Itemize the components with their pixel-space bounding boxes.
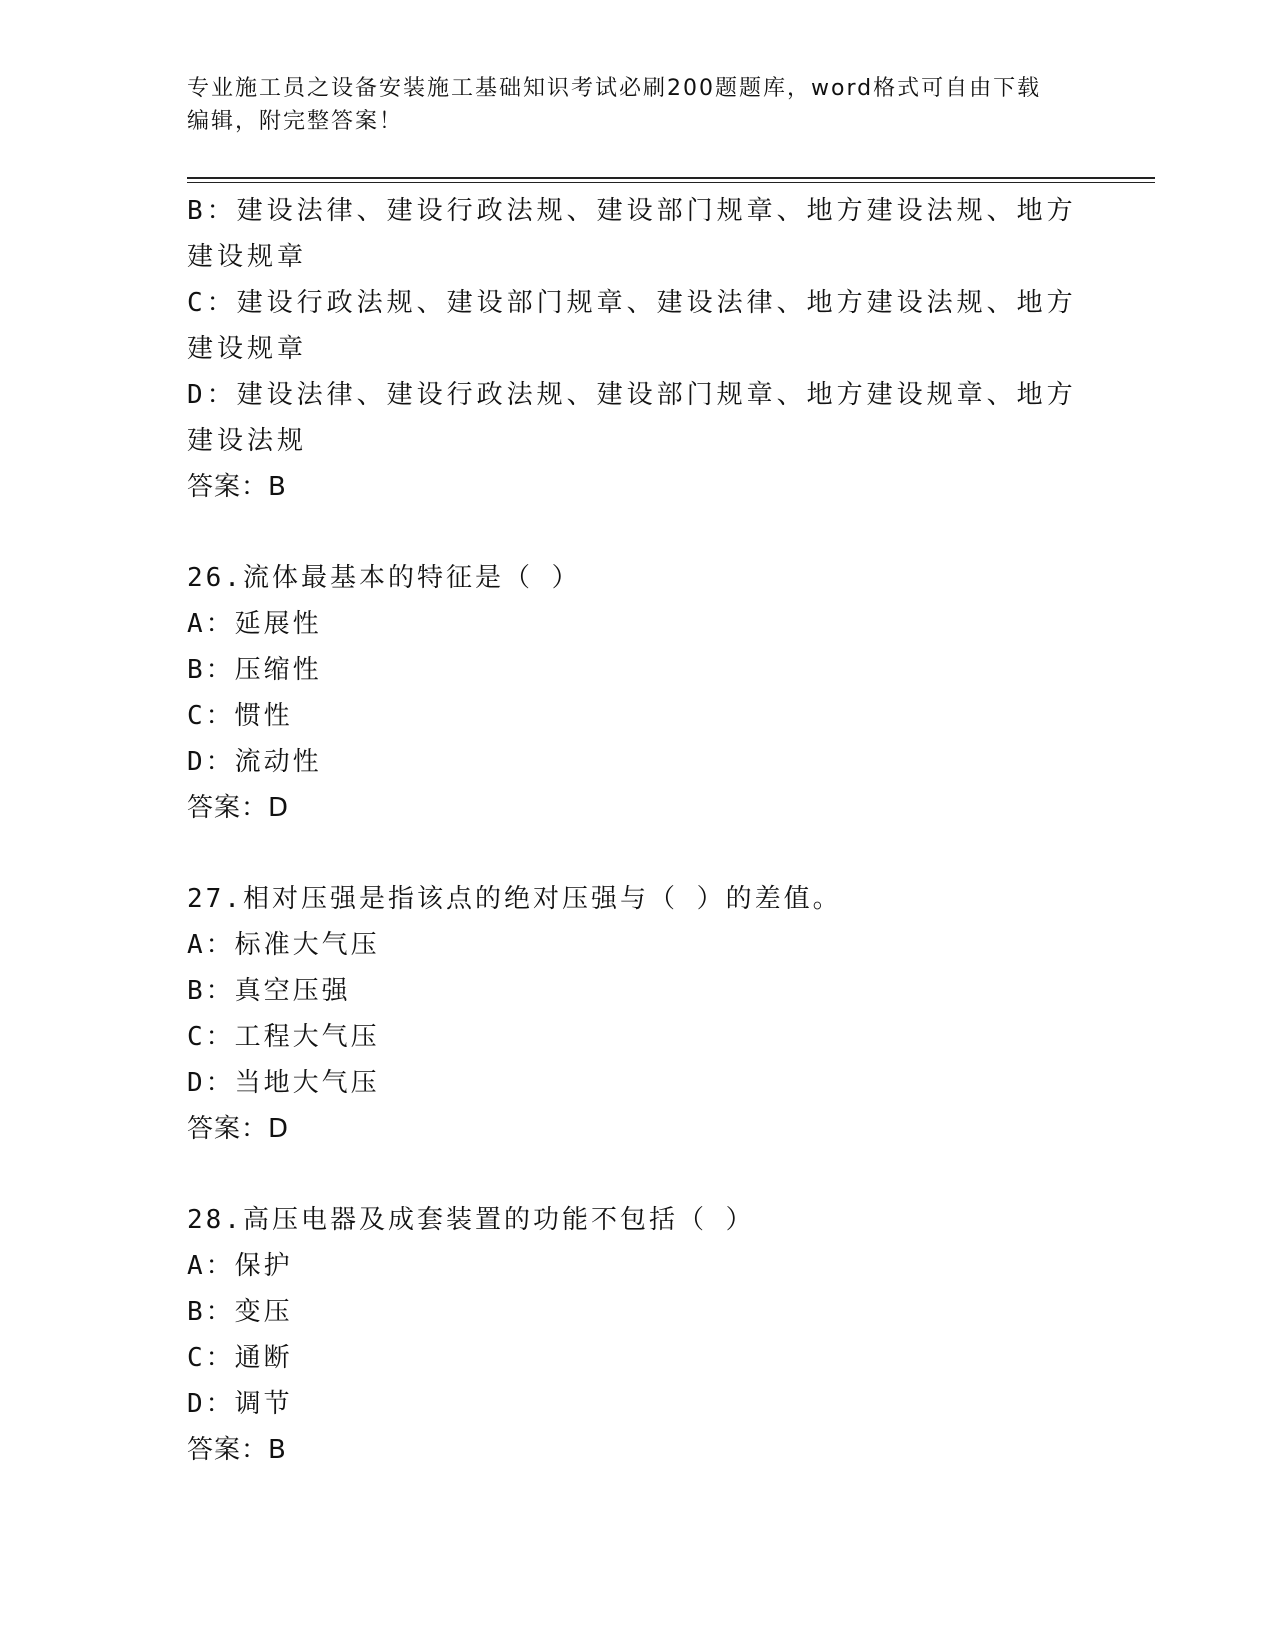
option-b [187,188,1087,280]
option-text: 建设法律、建设行政法规、建设部门规章、地方建设规章、地方建设法规 [187,380,1077,456]
header-title-line1: 专业施工员之设备安装施工基础知识考试必刷200题题库，word格式可自由下载 [187,76,1042,101]
option-letter: D： [187,1389,235,1419]
header-divider-thin [187,182,1155,183]
question-stem: 26.流体最基本的特征是（ ） [187,563,581,593]
option-letter: B： [187,976,235,1006]
option-d [187,739,1087,785]
option-letter: A： [187,609,235,639]
option-letter: B： [187,655,235,685]
option-text: 变压 [234,1297,293,1327]
question-body [187,188,1087,1473]
option-text: 调节 [234,1389,293,1419]
option-b [187,647,1087,693]
option-letter: A： [187,1251,235,1281]
option-letter: D： [187,1068,235,1098]
option-letter: D： [187,747,235,777]
option-c [187,280,1087,372]
spacer [187,1152,1087,1197]
spacer [187,831,1087,876]
question-stem: 27.相对压强是指该点的绝对压强与（ ）的差值。 [187,884,842,914]
option-text: 保护 [234,1251,293,1281]
option-text: 真空压强 [234,976,351,1006]
document-header [187,72,1067,138]
option-d [187,372,1087,464]
option-b [187,1289,1087,1335]
answer-line: 答案：D [187,1114,290,1144]
option-letter: B： [187,196,237,226]
question-26 [187,555,1087,831]
option-letter: B： [187,1297,235,1327]
option-a [187,601,1087,647]
option-text: 标准大气压 [234,930,380,960]
option-letter: C： [187,1022,235,1052]
option-letter: C： [187,1343,235,1373]
option-a [187,1243,1087,1289]
option-text: 流动性 [234,747,322,777]
question-stem: 28.高压电器及成套装置的功能不包括（ ） [187,1205,755,1235]
option-c [187,693,1087,739]
option-letter: C： [187,701,235,731]
spacer [187,510,1087,555]
answer-line: 答案：B [187,1435,287,1465]
option-text: 建设法律、建设行政法规、建设部门规章、地方建设法规、地方建设规章 [187,196,1077,272]
option-text: 工程大气压 [234,1022,380,1052]
option-text: 建设行政法规、建设部门规章、建设法律、地方建设法规、地方建设规章 [187,288,1077,364]
option-text: 延展性 [234,609,322,639]
option-d [187,1381,1087,1427]
option-text: 惯性 [234,701,293,731]
option-c [187,1335,1087,1381]
option-text: 通断 [234,1343,293,1373]
answer-line: 答案：D [187,793,290,823]
option-d [187,1060,1087,1106]
question-28 [187,1197,1087,1473]
option-letter: C： [187,288,237,318]
option-text: 压缩性 [234,655,322,685]
option-letter: A： [187,930,235,960]
header-title-line2: 编辑，附完整答案！ [187,109,404,134]
answer-line: 答案：B [187,472,287,502]
option-b [187,968,1087,1014]
prev-question-block [187,188,1087,510]
question-27 [187,876,1087,1152]
option-a [187,922,1087,968]
option-c [187,1014,1087,1060]
option-letter: D： [187,380,237,410]
header-divider-thick [187,177,1155,179]
option-text: 当地大气压 [234,1068,380,1098]
